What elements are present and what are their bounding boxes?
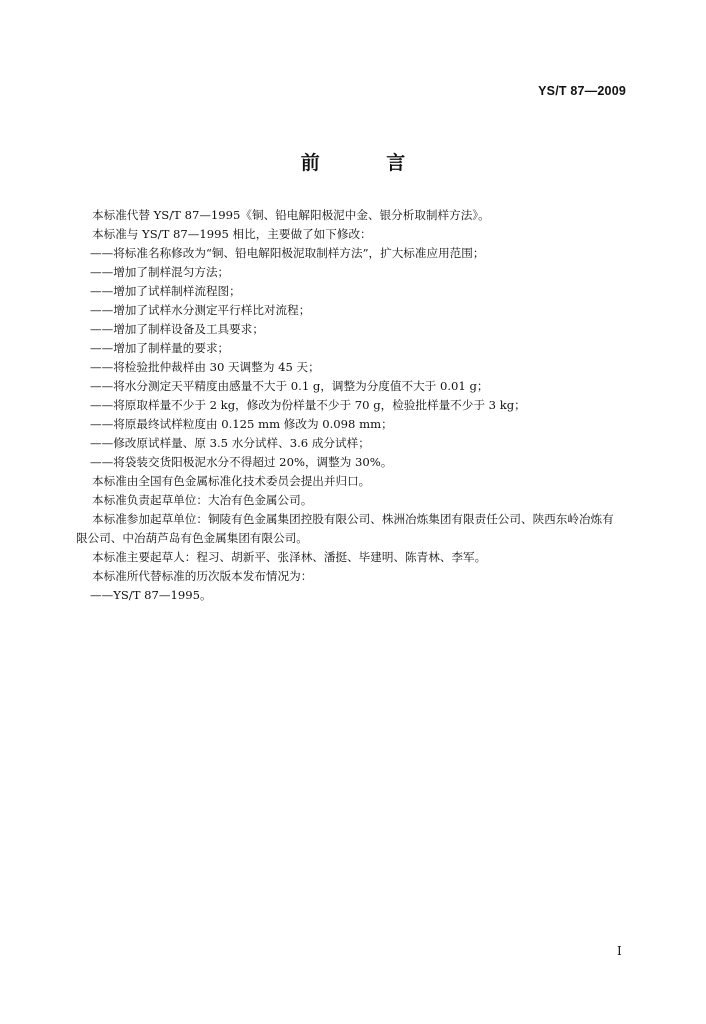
change-item: ——增加了制样混匀方法；	[90, 265, 230, 279]
change-item: ——将水分测定天平精度由感量不大于 0.1 g，调整为分度值不大于 0.01 g；	[90, 379, 489, 393]
change-item: ——将袋装交货阳极泥水分不得超过 20%，调整为 30%。	[90, 455, 393, 469]
standard-code: YS/T 87—2009	[538, 84, 626, 98]
change-item: ——将检验批仲裁样由 30 天调整为 45 天；	[90, 360, 320, 374]
paragraph-version-history-intro: 本标准所代替标准的历次版本发布情况为：	[92, 569, 313, 583]
change-item: ——增加了试样水分测定平行样比对流程；	[90, 303, 311, 317]
change-item: ——增加了试样制样流程图；	[90, 284, 241, 298]
change-item: ——增加了制样设备及工具要求；	[90, 322, 264, 336]
change-item: ——将原最终试样粒度由 0.125 mm 修改为 0.098 mm；	[90, 417, 393, 431]
paragraph-lead-drafter: 本标准负责起草单位：大冶有色金属公司。	[92, 493, 313, 507]
document-body	[76, 206, 622, 605]
paragraph-main-drafters: 本标准主要起草人：程习、胡新平、张泽林、潘挺、毕建明、陈青林、李军。	[92, 550, 487, 564]
paragraph-replaces: 本标准代替 YS/T 87—1995《铜、铅电解阳极泥中金、银分析取制样方法》。	[92, 208, 490, 222]
page-title: 前 言	[300, 152, 436, 174]
change-item: ——将标准名称修改为“铜、铅电解阳极泥取制样方法”，扩大标准应用范围；	[90, 246, 485, 260]
change-item: ——将原取样量不少于 2 kg，修改为份样量不少于 70 g，检验批样量不少于 3 kg；	[90, 398, 526, 412]
paragraph-participating-drafters: 本标准参加起草单位：铜陵有色金属集团控股有限公司、株洲冶炼集团有限责任公司、陕西东岭冶炼有限公司、中冶葫芦岛有色金属集团有限公司。	[76, 512, 614, 545]
page-number: I	[617, 944, 622, 958]
change-item: ——修改原试样量、原 3.5 水分试样、3.6 成分试样；	[90, 436, 370, 450]
paragraph-proposer: 本标准由全国有色金属标准化技术委员会提出并归口。	[92, 474, 371, 488]
change-item: ——增加了制样量的要求；	[90, 341, 230, 355]
paragraph-changes-intro: 本标准与 YS/T 87—1995 相比，主要做了如下修改：	[92, 227, 372, 241]
version-history-item: ——YS/T 87—1995。	[90, 588, 212, 602]
